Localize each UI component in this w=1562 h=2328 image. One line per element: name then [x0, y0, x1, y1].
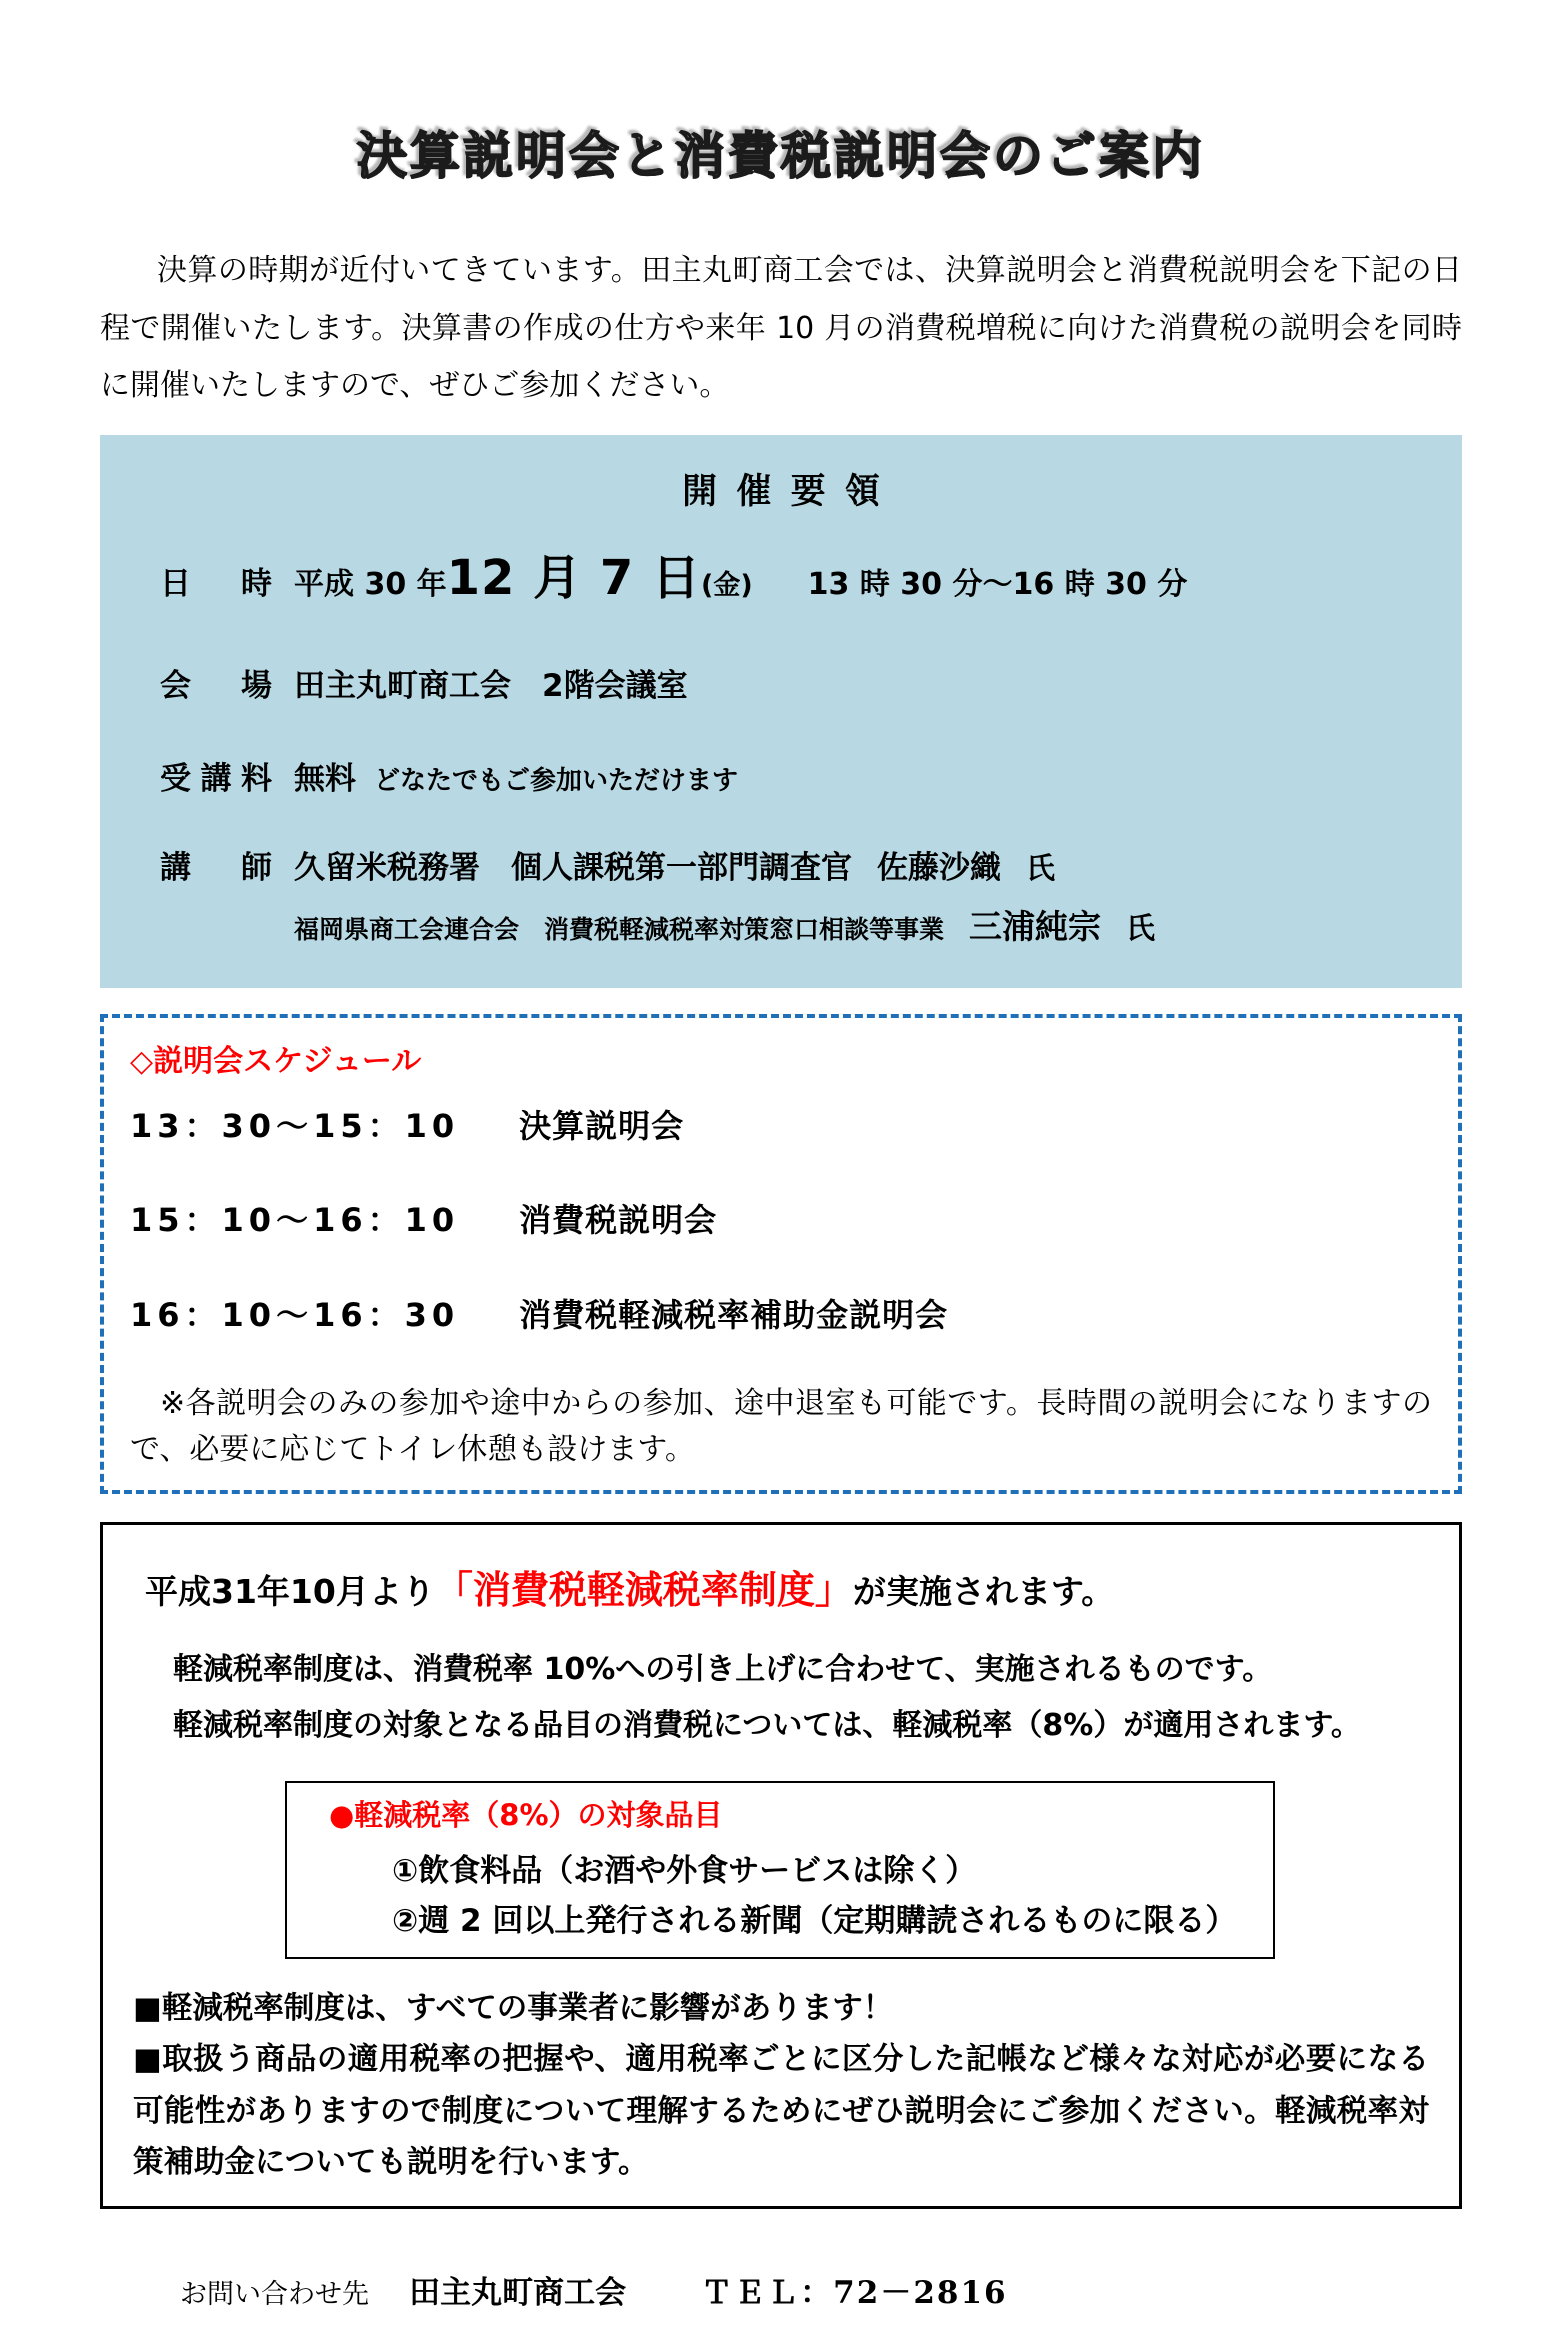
outline-panel-title: 開催要領 [682, 471, 900, 512]
tax-bullets [133, 1983, 1429, 2188]
outline-row-lecturer [160, 842, 1402, 948]
datetime-label: 日時 [160, 565, 272, 602]
tax-bullet-1: ■軽減税率制度は、すべての事業者に影響があります！ [133, 1991, 894, 2027]
tax-info-box [100, 1522, 1462, 2210]
tax-headline-suffix: が実施されます。 [852, 1571, 1115, 1611]
lecturer1-suffix: 氏 [1026, 850, 1056, 885]
schedule-heading: ◇説明会スケジュール [130, 1043, 422, 1079]
schedule-item-1 [130, 1106, 1432, 1148]
datetime-weekday: (金) [700, 569, 753, 601]
datetime-time: 13 時 30 分～16 時 30 分 [807, 566, 1188, 602]
lecturer-label: 講師 [160, 849, 272, 886]
lecturer1-name: 佐藤沙織 [877, 849, 1001, 886]
footer-contact-label: お問い合わせ先 [180, 2279, 369, 2311]
lecturer-line1 [294, 850, 1055, 886]
footer-org-name: 田主丸町商工会 [409, 2275, 627, 2312]
schedule-item-3-label: 消費税軽減税率補助金説明会 [519, 1295, 949, 1334]
items-box-item-2: ②週 2 回以上発行される新聞（定期購読されるものに限る） [392, 1902, 1237, 1939]
schedule-item-1-label: 決算説明会 [519, 1106, 685, 1145]
tax-paragraph-1: 軽減税率制度は、消費税率 10%への引き上げに合わせて、実施されるものです。 [173, 1651, 1273, 1687]
schedule-item-3 [130, 1295, 1432, 1337]
venue-label: 会場 [160, 667, 272, 704]
lecturer2-suffix: 氏 [1126, 910, 1156, 945]
tax-bullet-2: ■取扱う商品の適用税率の把握や、適用税率ごとに区分した記帳など様々な対応が必要になる可能性がありますので制度について理解するためにぜひ説明会にご参加ください。軽減税率対策補助金についても説明を行います。 [133, 2042, 1429, 2180]
fee-value-wrap [294, 753, 738, 798]
tax-headline-prefix: 平成31年10月より [145, 1571, 435, 1611]
lecturer-value [294, 842, 1155, 948]
schedule-item-2-time: 15：10～16：10 [130, 1201, 460, 1240]
page-title: 決算説明会と消費税説明会のご案内 [357, 116, 1205, 188]
schedule-item-3-time: 16：10～16：30 [130, 1295, 460, 1334]
footer-contact [0, 2267, 1562, 2312]
venue-value: 田主丸町商工会 2階会議室 [294, 667, 688, 704]
intro-paragraph: 決算の時期が近付いてきています。田主丸町商工会では、決算説明会と消費税説明会を下記の日程で開催いたします。決算書の作成の仕方や来年 10 月の消費税増税に向けた消費税の説明会を同時に開催いたしますので、ぜひご参加ください。 [100, 253, 1462, 404]
outline-row-venue [160, 660, 1402, 705]
reduced-rate-items-box [285, 1781, 1275, 1959]
tax-paragraph-2: 軽減税率制度の対象となる品目の消費税については、軽減税率（8%）が適用されます。 [173, 1708, 1361, 1744]
datetime-value [294, 539, 1187, 608]
fee-label: 受講料 [160, 760, 272, 797]
items-box-heading: ●軽減税率（8%）の対象品目 [329, 1797, 723, 1832]
schedule-item-1-time: 13：30～15：10 [130, 1106, 460, 1145]
datetime-date: 12 月 7 日 [446, 549, 701, 606]
datetime-era: 平成 30 年 [294, 566, 447, 602]
footer-telephone: ＴＥＬ：72－2816 [701, 2275, 1008, 2312]
lecturer-line2 [294, 901, 1155, 948]
outline-row-datetime [160, 539, 1402, 608]
outline-panel [100, 435, 1462, 988]
lecturer2-org: 福岡県商工会連合会 消費税軽減税率対策窓口相談等事業 [294, 914, 945, 944]
fee-note: どなたでもご参加いただけます [374, 765, 739, 796]
fee-value: 無料 [294, 760, 356, 797]
lecturer1-org: 久留米税務署 個人課税第一部門調査官 [294, 849, 852, 886]
schedule-item-2 [130, 1200, 1432, 1242]
schedule-box [100, 1014, 1462, 1494]
tax-headline-highlight: 「消費税軽減税率制度」 [434, 1567, 853, 1612]
flyer-page [0, 116, 1562, 2328]
outline-row-fee [160, 753, 1402, 798]
tax-headline [133, 1565, 1429, 1616]
schedule-item-2-label: 消費税説明会 [519, 1201, 718, 1240]
page-title-wrap [0, 116, 1562, 188]
lecturer2-name: 三浦純宗 [969, 906, 1102, 946]
schedule-note: ※各説明会のみの参加や途中からの参加、途中退室も可能です。長時間の説明会になりますので、必要に応じてトイレ休憩も設けます。 [130, 1385, 1432, 1468]
items-box-item-1: ①飲食料品（お酒や外食サービスは除く） [392, 1852, 977, 1889]
